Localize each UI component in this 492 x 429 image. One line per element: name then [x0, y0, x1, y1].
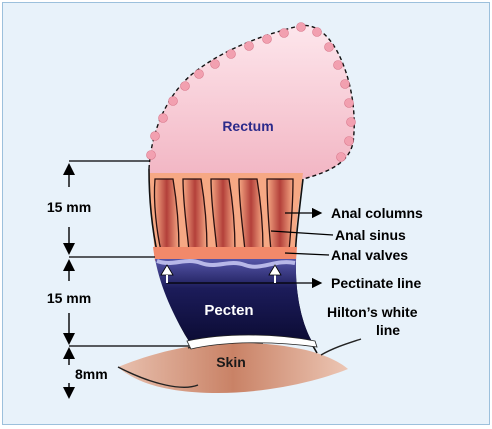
anal-sinus-label: Anal sinus — [335, 227, 406, 243]
lower-measure-label: 8mm — [75, 366, 108, 382]
rectum-label: Rectum — [222, 118, 274, 134]
lower-measure-arrow — [63, 347, 75, 399]
anal-column — [267, 179, 293, 251]
anal-valves-band — [153, 247, 297, 261]
pecten-region — [155, 259, 313, 343]
skin-label: Skin — [216, 354, 246, 370]
upper-measure-label: 15 mm — [46, 199, 92, 215]
hiltons-white-line-label-2: line — [375, 322, 401, 338]
hiltons-white-line-label: Hilton’s white — [327, 304, 418, 320]
anal-canal-diagram — [3, 3, 489, 424]
pectinate-line-label: Pectinate line — [331, 275, 422, 291]
pecten-label: Pecten — [204, 302, 254, 319]
diagram-frame — [2, 2, 490, 425]
middle-measure-label: 15 mm — [46, 290, 92, 306]
anal-columns-label: Anal columns — [331, 205, 423, 221]
anal-columns — [154, 179, 293, 251]
anal-valves-label: Anal valves — [331, 247, 409, 263]
